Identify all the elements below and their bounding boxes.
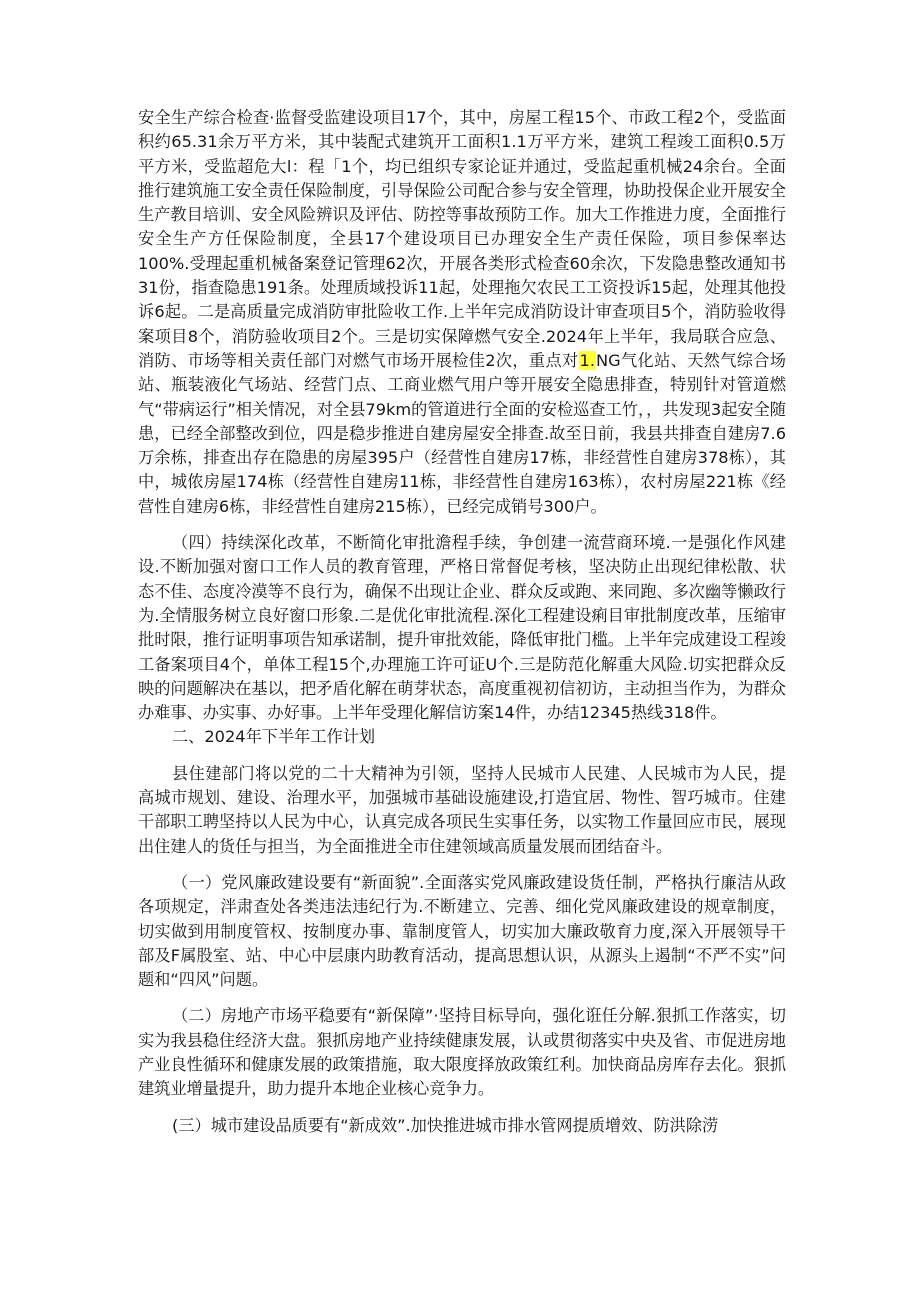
paragraph-party-conduct: （一）党风廉政建设要有“新面貌”.全面落实党风廉政建设货任制，严格执行廉洁从政各项规定，泮肃查处各类违法违纪行为.不断建立、完善、细化党风廉政建设的规章制度，切实做到用制度管权、按制度办事、靠制度管人，切实加大廉政敬育力度,深入开展领导干部及F属股室、站、中心中层康内助教育活动，提高思想认识，从源头上遏制“不严不实”问题和“四风”问题。 [138, 872, 786, 990]
paragraph-safety-inspection [138, 106, 786, 519]
paragraph-plan-intro: 县住建部门将以党的二十大精神为引领，坚持人民城市人民建、人民城市为人民，提高城市规划、建设、治理水平，加强城市基础设施建设,打造宜居、物性、智巧城市。住建干部职工聘坚持以人民为中心，认真完成各项民生实事任务，以实物工作量回应市民，展现出住建人的货任与担当，为全面推进全市住建领域高质量发展而团结奋斗。 [138, 763, 786, 856]
paragraph-reform: （四）持续深化改革，不断简化审批澹程手续，争创建一流营商环境.一是强化作风建设.不断加强对窗口工作人员的教育管理，严格日常督促考核，坚决防止出现纪律松散、状态不佳、态度冷漠等不良行为，确保不出现让企业、群众反或跑、来同跑、多次幽等懒政行为.全情服务树立良好窗口形象.二是优化审批流程.深化工程建设痢目审批制度改革，压缩审批时限，推行证明事项告知承诺制，提升审批效能，降低审批门槛。上半年完成建设工程竣工备案项目4个，单体工程15个,办理施工许可证U个.三是防范化解重大风险.切实把群众反映的问题解决在基以，把矛盾化解在萌芽状态，高度重视初信初访，主动担当作为，为群众办难事、办实事、办好事。上半年受理化解信访案14件，办结12345热线318件。 [138, 533, 786, 723]
document-page [138, 106, 786, 1138]
highlighted-text: 1. [579, 350, 595, 370]
paragraph-text: NG气化站、天然气综合场站、瓶装液化气场站、经营门点、工商业燃气用户等开展安全隐患排查，特别针对管道燃气“带病运行”相关情况，对全县79km的管道进行全面的安检巡查工竹，，共发现3起安全随患，已经全部整改到位，四是稳步推进自建房屋安全排查.故至日前，我县共排查自建房7.6万余栋，排查出存在隐患的房屋395户（经营性自建房17栋，非经营性自建房378栋），其中，城侬房屋174栋（经营性自建房11栋，非经营性自建房163栋），农村房屋221栋《经营性自建房6栋，非经营性自建房215栋），已经完成销号300户。 [138, 350, 786, 516]
paragraph-real-estate: （二）房地产市场平稳要有“新保障”·坚持目标导向，强化诳任分解.狠抓工作落实，切实为我县稳住经济大盘。狠抓房地产业持续健康发展，认或贯彻落实中央及省、市促进房地产业良性循环和健康发展的政策措施，取大限度择放政策红利。加快商品房库存去化。狠抓建筑业增量提升，助力提升本地企业核心竞争力。 [138, 1006, 786, 1099]
paragraph-urban-construction: (三）城市建设品质要有“新成效”.加快推进城市排水管网提质增效、防洪除涝 [172, 1115, 719, 1135]
paragraph-text: 安全生产综合检查·监督受监建设项目17个，其中，房屋工程15个、市政工程2个，受监面积约65.31余万平方米，其中装配式建筑开工面积1.1万平方米，建筑工程竣工面积0.5万平方米，受监超危大l：程「1个，均已组织专家论证并通过，受监起重机械24余台。全面推行建筑施工安全责任保险制度，引导保险公司配合参与安全管理，协助投保企业开展安全生产教目培训、安全风险辨识及评估、防控等事故预防工作。加大工作推进力度，全面推行安全生产方任保险制度，全县17个建设项目已办理安全生产责任保险，项目参保率达100%.受理起重机械备案登记管理62次，开展各类形式检查60余次，下发隐患整改通知书31份，指查隐患191条。处理质域投诉11起，处理拖欠农民工工资投诉15起，处理其他投诉6起。二是高质量完成消防审批险收工作.上半年完成消防设计审查项目5个，消防验收得案项目8个，消防验收项目2个。三是切实保障燃气安全.2024年上半年，我局联合应急、消防、市场等相关责任部门对燃气市场开展检佳2次，重点对 [138, 108, 786, 370]
section-heading-plan: 二、2024年下半年工作计划 [172, 727, 376, 747]
